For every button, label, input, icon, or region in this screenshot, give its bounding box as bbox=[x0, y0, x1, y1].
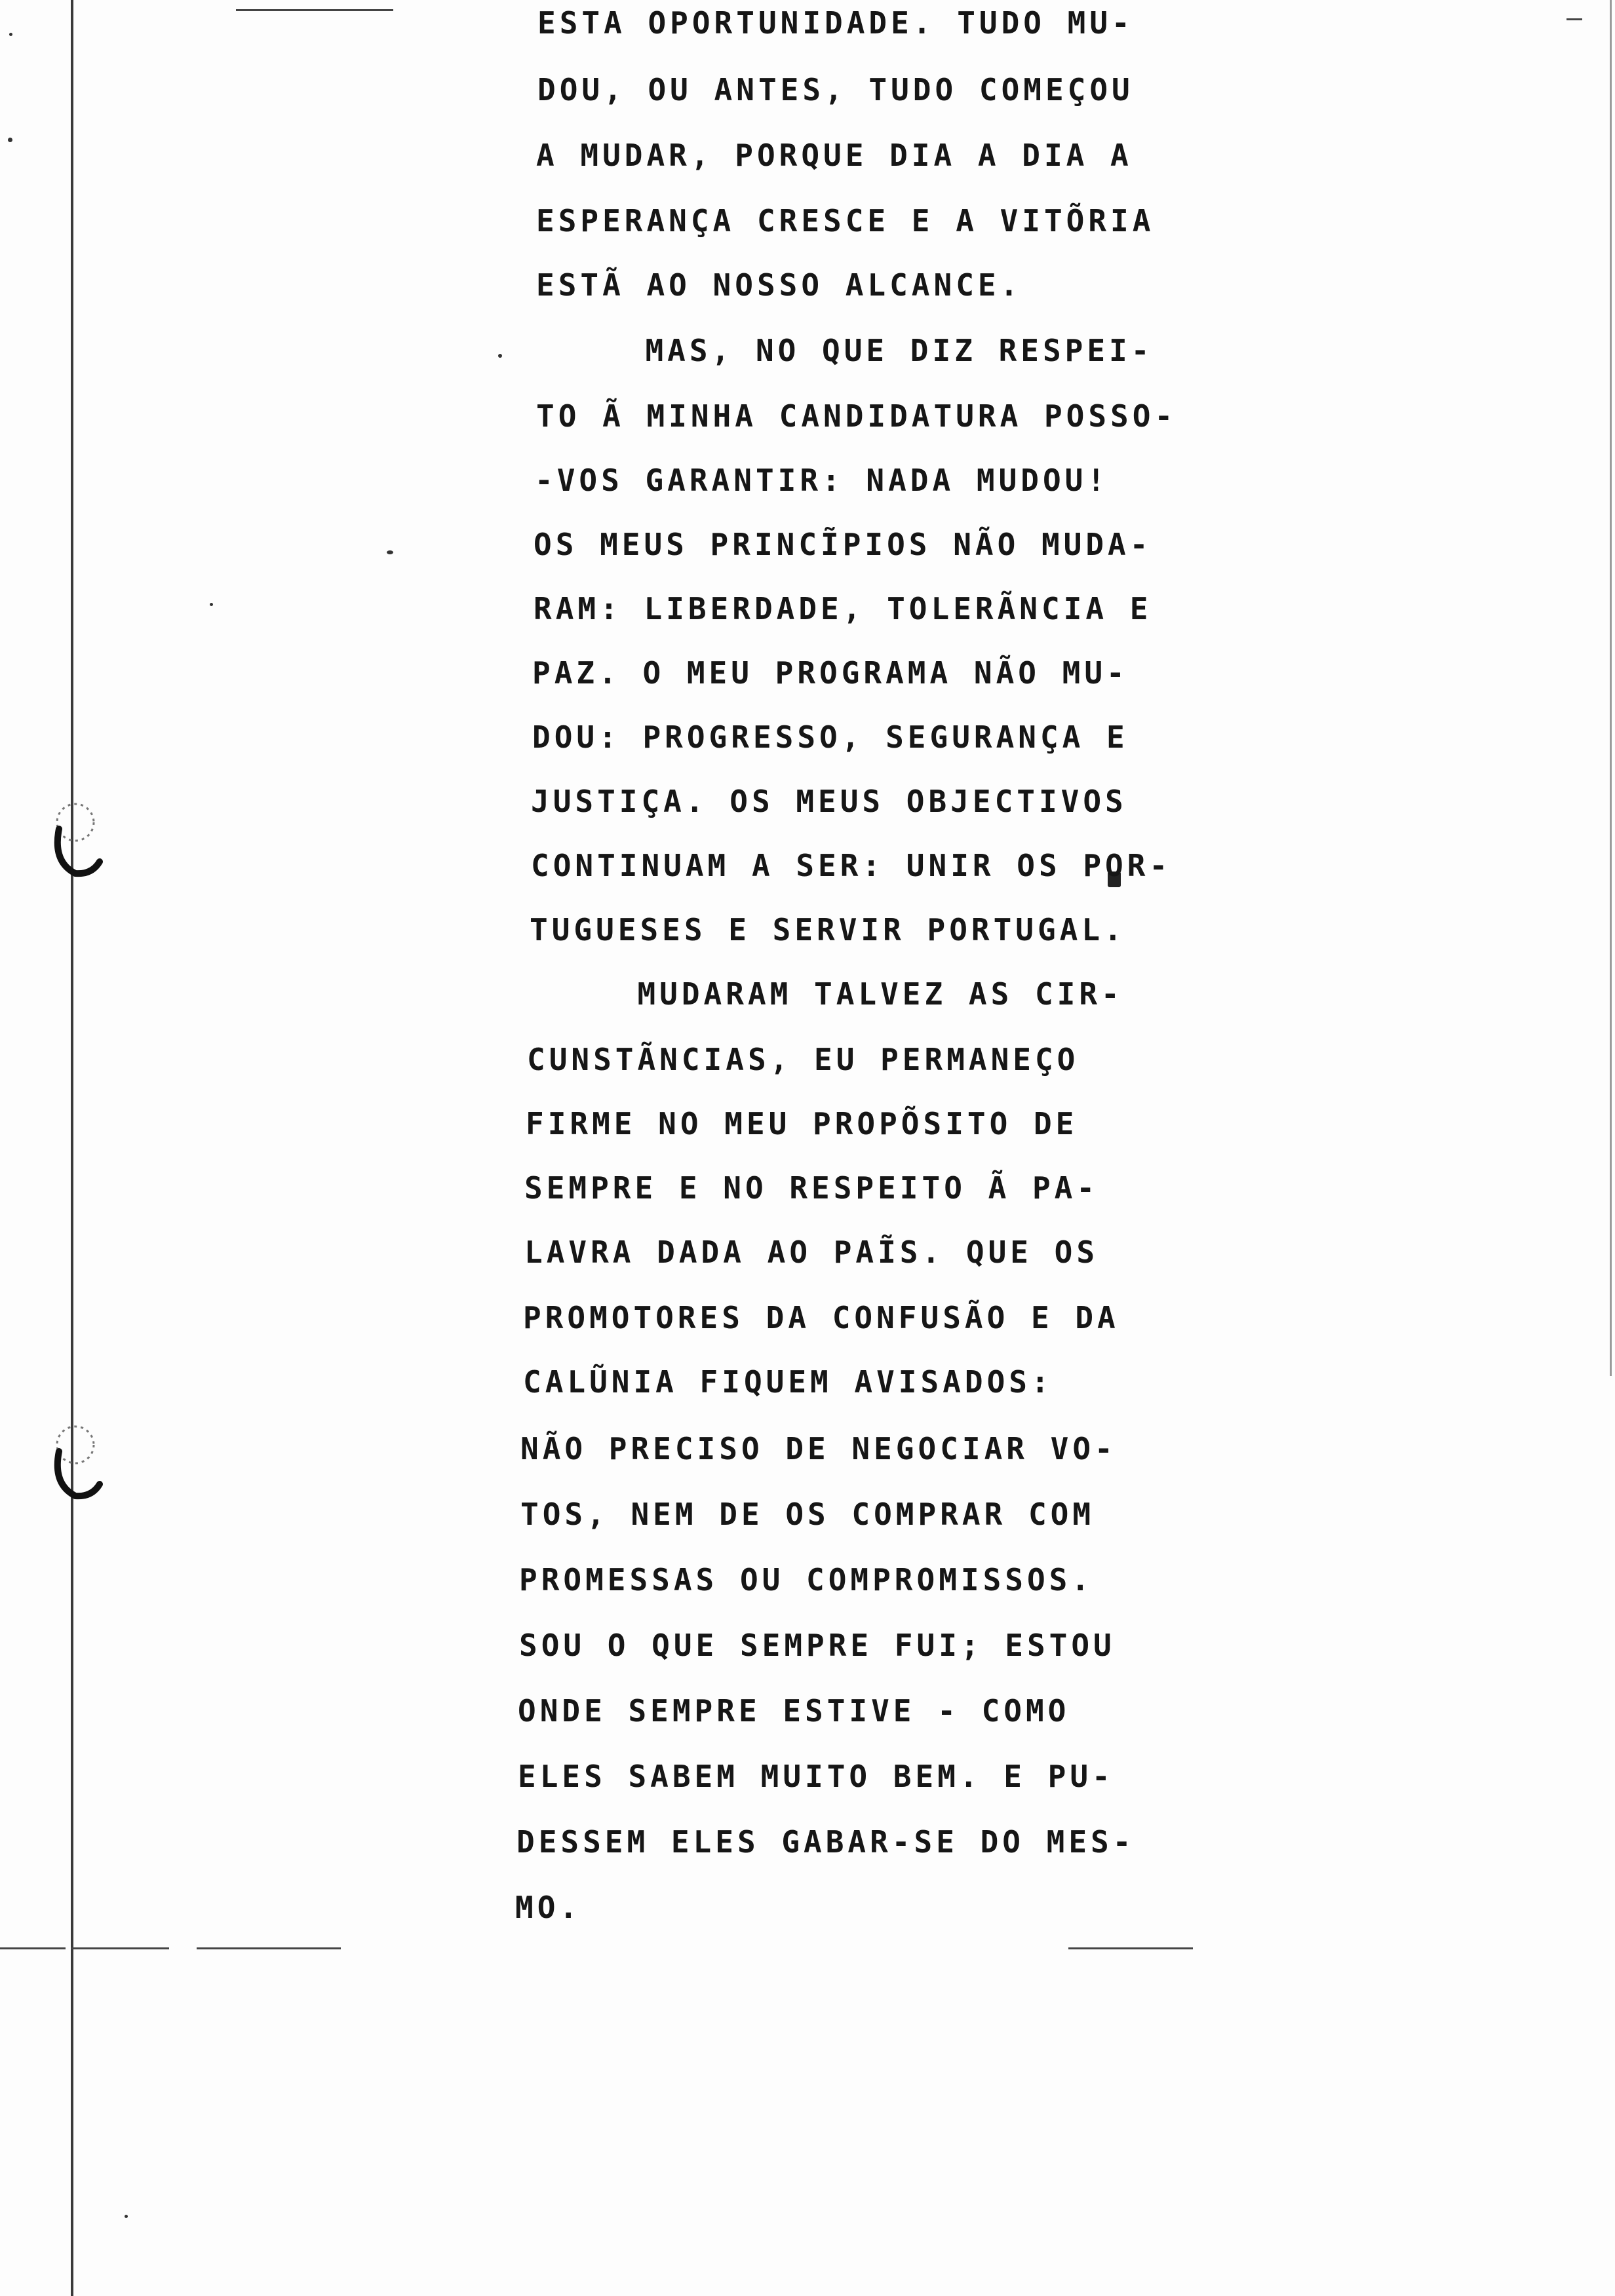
text-line: A MUDAR, PORQUE DIA A DIA A bbox=[536, 138, 1133, 173]
text-line: SEMPRE E NO RESPEITO Ã PA- bbox=[524, 1170, 1099, 1206]
scan-speck bbox=[125, 2215, 128, 2218]
scan-speck bbox=[498, 354, 502, 358]
text-line: ELES SABEM MUITO BEM. E PU- bbox=[518, 1759, 1114, 1794]
scan-speck bbox=[387, 550, 393, 554]
text-line: JUSTIÇA. OS MEUS OBJECTIVOS bbox=[531, 784, 1127, 819]
text-line: CUNSTÃNCIAS, EU PERMANEÇO bbox=[527, 1042, 1080, 1077]
speech-text-column bbox=[515, 0, 1177, 1966]
text-line: TO Ã MINHA CANDIDATURA POSSO- bbox=[536, 398, 1177, 434]
bottom-dash-mark-b bbox=[197, 1947, 341, 1949]
text-line: FIRME NO MEU PROPÕSITO DE bbox=[526, 1106, 1078, 1141]
text-line: -VOS GARANTIR: NADA MUDOU! bbox=[535, 463, 1110, 498]
scan-speck bbox=[8, 138, 12, 142]
top-right-dash-mark bbox=[1566, 18, 1582, 20]
text-line: ONDE SEMPRE ESTIVE - COMO bbox=[518, 1693, 1070, 1729]
text-line: LAVRA DADA AO PAĨS. QUE OS bbox=[524, 1234, 1099, 1270]
left-margin-rule bbox=[71, 0, 73, 2296]
text-line: DOU: PROGRESSO, SEGURANÇA E bbox=[532, 719, 1129, 755]
text-line: CALŨNIA FIQUEM AVISADOS: bbox=[523, 1364, 1053, 1400]
text-line: TUGUESES E SERVIR PORTUGAL. bbox=[530, 912, 1126, 947]
text-line: PROMESSAS OU COMPROMISSOS. bbox=[519, 1562, 1094, 1598]
text-line: MO. bbox=[515, 1890, 582, 1925]
text-line: DOU, OU ANTES, TUDO COMEÇOU bbox=[537, 72, 1134, 107]
text-line: MUDARAM TALVEZ AS CIR- bbox=[527, 976, 1123, 1012]
text-line: ESTA OPORTUNIDADE. TUDO MU- bbox=[537, 5, 1134, 41]
scan-speck bbox=[9, 33, 12, 36]
punch-hole-lower bbox=[46, 1419, 105, 1504]
right-edge-rule bbox=[1610, 0, 1612, 1376]
text-line: SOU O QUE SEMPRE FUI; ESTOU bbox=[519, 1628, 1116, 1663]
bottom-dash-mark-left bbox=[0, 1947, 66, 1949]
bottom-dash-mark-a bbox=[71, 1947, 169, 1949]
text-line: NÃO PRECISO DE NEGOCIAR VO- bbox=[520, 1431, 1117, 1466]
text-line: PAZ. O MEU PROGRAMA NÃO MU- bbox=[532, 655, 1129, 691]
scan-speck bbox=[210, 603, 213, 606]
top-dash-mark bbox=[236, 9, 393, 11]
text-line: ESTÃ AO NOSSO ALCANCE. bbox=[536, 267, 1022, 303]
text-line: RAM: LIBERDADE, TOLERÃNCIA E bbox=[534, 591, 1152, 626]
text-line: PROMOTORES DA CONFUSÃO E DA bbox=[523, 1300, 1119, 1335]
text-line: TOS, NEM DE OS COMPRAR COM bbox=[520, 1497, 1095, 1532]
text-line: ESPERANÇA CRESCE E A VITÕRIA bbox=[536, 203, 1155, 239]
text-line: OS MEUS PRINCĨPIOS NÃO MUDA- bbox=[534, 527, 1152, 562]
text-line: MAS, NO QUE DIZ RESPEI- bbox=[535, 333, 1154, 368]
text-line: CONTINUAM A SER: UNIR OS POR- bbox=[531, 848, 1172, 883]
punch-hole-upper bbox=[46, 796, 105, 881]
text-line: DESSEM ELES GABAR-SE DO MES- bbox=[516, 1824, 1135, 1860]
